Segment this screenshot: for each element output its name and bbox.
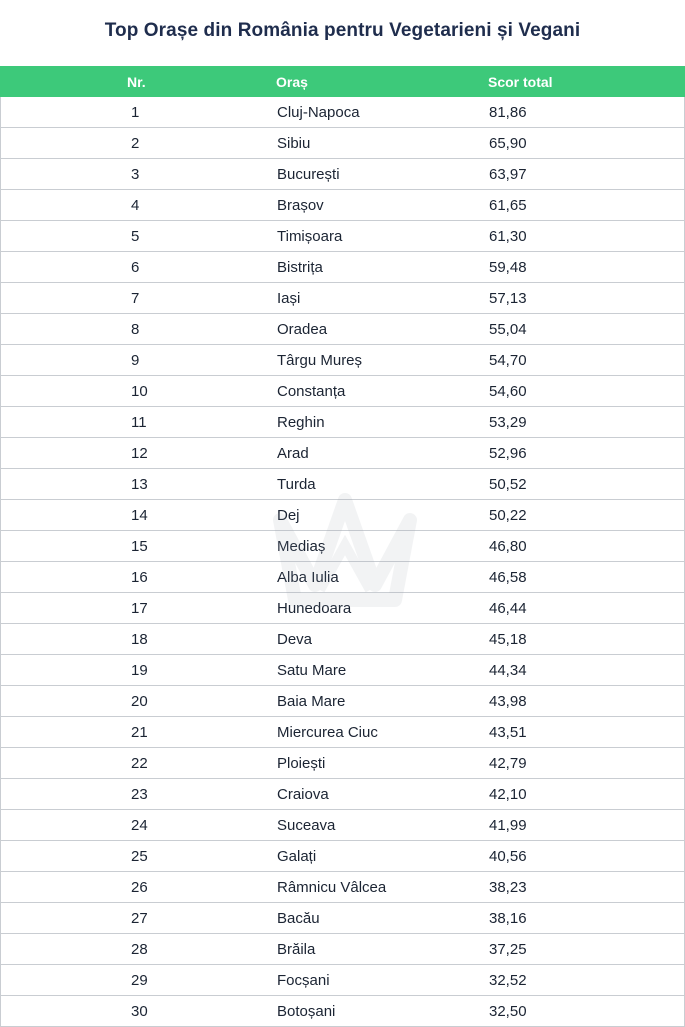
table-row <box>0 841 685 872</box>
cell-score: 61,65 <box>489 196 527 214</box>
cell-score: 50,52 <box>489 475 527 493</box>
cell-city: Suceava <box>277 816 336 834</box>
cell-city: București <box>277 165 340 183</box>
cell-city: Craiova <box>277 785 329 803</box>
cell-nr: 30 <box>131 1002 148 1020</box>
cell-nr: 14 <box>131 506 148 524</box>
cell-nr: 15 <box>131 537 148 555</box>
cell-score: 50,22 <box>489 506 527 524</box>
cell-score: 42,10 <box>489 785 527 803</box>
cell-score: 45,18 <box>489 630 527 648</box>
ranking-table <box>0 66 685 1027</box>
table-row <box>0 624 685 655</box>
table-body <box>0 97 685 1027</box>
cell-nr: 11 <box>131 413 147 431</box>
cell-city: Miercurea Ciuc <box>277 723 378 741</box>
table-row <box>0 97 685 128</box>
cell-score: 55,04 <box>489 320 527 338</box>
cell-city: Mediaș <box>277 537 326 555</box>
cell-nr: 7 <box>131 289 140 307</box>
cell-nr: 6 <box>131 258 140 276</box>
table-row <box>0 283 685 314</box>
table-row <box>0 159 685 190</box>
cell-nr: 13 <box>131 475 148 493</box>
cell-city: Deva <box>277 630 313 648</box>
cell-city: Sibiu <box>277 134 311 152</box>
cell-score: 54,60 <box>489 382 527 400</box>
table-row <box>0 469 685 500</box>
cell-nr: 9 <box>131 351 140 369</box>
cell-score: 59,48 <box>489 258 527 276</box>
cell-city: Galați <box>277 847 317 865</box>
table-row <box>0 779 685 810</box>
cell-score: 52,96 <box>489 444 527 462</box>
table-row <box>0 407 685 438</box>
table-row <box>0 872 685 903</box>
cell-nr: 27 <box>131 909 148 927</box>
cell-nr: 29 <box>131 971 148 989</box>
cell-city: Dej <box>277 506 300 524</box>
cell-score: 46,58 <box>489 568 527 586</box>
page-title: Top Orașe din România pentru Vegetarieni și Vegani <box>104 20 581 41</box>
cell-city: Hunedoara <box>277 599 352 617</box>
cell-city: Focșani <box>277 971 330 989</box>
cell-nr: 1 <box>131 103 140 121</box>
cell-score: 32,50 <box>489 1002 527 1020</box>
table-row <box>0 128 685 159</box>
cell-city: Alba Iulia <box>277 568 339 586</box>
cell-score: 57,13 <box>489 289 527 307</box>
cell-nr: 21 <box>131 723 148 741</box>
cell-city: Râmnicu Vâlcea <box>277 878 387 896</box>
table-row <box>0 903 685 934</box>
table-header <box>0 66 685 97</box>
cell-nr: 16 <box>131 568 148 586</box>
cell-nr: 18 <box>131 630 148 648</box>
cell-nr: 26 <box>131 878 148 896</box>
table-row <box>0 810 685 841</box>
cell-score: 32,52 <box>489 971 527 989</box>
table-row <box>0 748 685 779</box>
cell-nr: 2 <box>131 134 140 152</box>
cell-score: 38,16 <box>489 909 527 927</box>
cell-city: Turda <box>277 475 316 493</box>
cell-score: 43,51 <box>489 723 527 741</box>
cell-city: Brăila <box>277 940 316 958</box>
cell-city: Iași <box>277 289 301 307</box>
table-row <box>0 376 685 407</box>
table-row <box>0 562 685 593</box>
table-row <box>0 314 685 345</box>
table-row <box>0 655 685 686</box>
cell-city: Arad <box>277 444 309 462</box>
cell-city: Târgu Mureș <box>277 351 363 369</box>
cell-nr: 25 <box>131 847 148 865</box>
table-row <box>0 717 685 748</box>
header-nr: Nr. <box>127 73 146 90</box>
cell-nr: 23 <box>131 785 148 803</box>
table-row <box>0 221 685 252</box>
table-row <box>0 438 685 469</box>
table-row <box>0 190 685 221</box>
cell-city: Botoșani <box>277 1002 336 1020</box>
cell-score: 61,30 <box>489 227 527 245</box>
table-row <box>0 500 685 531</box>
cell-nr: 20 <box>131 692 148 710</box>
cell-city: Bacău <box>277 909 320 927</box>
cell-nr: 3 <box>131 165 140 183</box>
table-row <box>0 934 685 965</box>
cell-nr: 12 <box>131 444 148 462</box>
cell-nr: 17 <box>131 599 148 617</box>
cell-city: Ploiești <box>277 754 326 772</box>
cell-score: 53,29 <box>489 413 527 431</box>
header-city: Oraș <box>276 73 308 90</box>
cell-city: Brașov <box>277 196 324 214</box>
cell-score: 42,79 <box>489 754 527 772</box>
header-score: Scor total <box>488 73 553 90</box>
cell-score: 40,56 <box>489 847 527 865</box>
cell-nr: 22 <box>131 754 148 772</box>
cell-nr: 24 <box>131 816 148 834</box>
cell-nr: 8 <box>131 320 140 338</box>
cell-nr: 5 <box>131 227 140 245</box>
cell-score: 37,25 <box>489 940 527 958</box>
cell-city: Timișoara <box>277 227 343 245</box>
cell-score: 63,97 <box>489 165 527 183</box>
cell-score: 46,44 <box>489 599 527 617</box>
cell-score: 54,70 <box>489 351 527 369</box>
cell-score: 81,86 <box>489 103 527 121</box>
table-row <box>0 345 685 376</box>
cell-nr: 19 <box>131 661 148 679</box>
cell-city: Reghin <box>277 413 325 431</box>
cell-score: 44,34 <box>489 661 527 679</box>
cell-city: Cluj-Napoca <box>277 103 360 121</box>
table-row <box>0 593 685 624</box>
table-row <box>0 531 685 562</box>
table-row <box>0 686 685 717</box>
cell-score: 38,23 <box>489 878 527 896</box>
table-row <box>0 996 685 1027</box>
table-row <box>0 252 685 283</box>
cell-score: 43,98 <box>489 692 527 710</box>
cell-nr: 4 <box>131 196 140 214</box>
cell-city: Bistrița <box>277 258 323 276</box>
cell-city: Constanța <box>277 382 346 400</box>
cell-city: Baia Mare <box>277 692 346 710</box>
cell-score: 41,99 <box>489 816 527 834</box>
cell-city: Satu Mare <box>277 661 347 679</box>
cell-city: Oradea <box>277 320 328 338</box>
cell-nr: 10 <box>131 382 148 400</box>
cell-nr: 28 <box>131 940 148 958</box>
cell-score: 65,90 <box>489 134 527 152</box>
cell-score: 46,80 <box>489 537 527 555</box>
table-row <box>0 965 685 996</box>
